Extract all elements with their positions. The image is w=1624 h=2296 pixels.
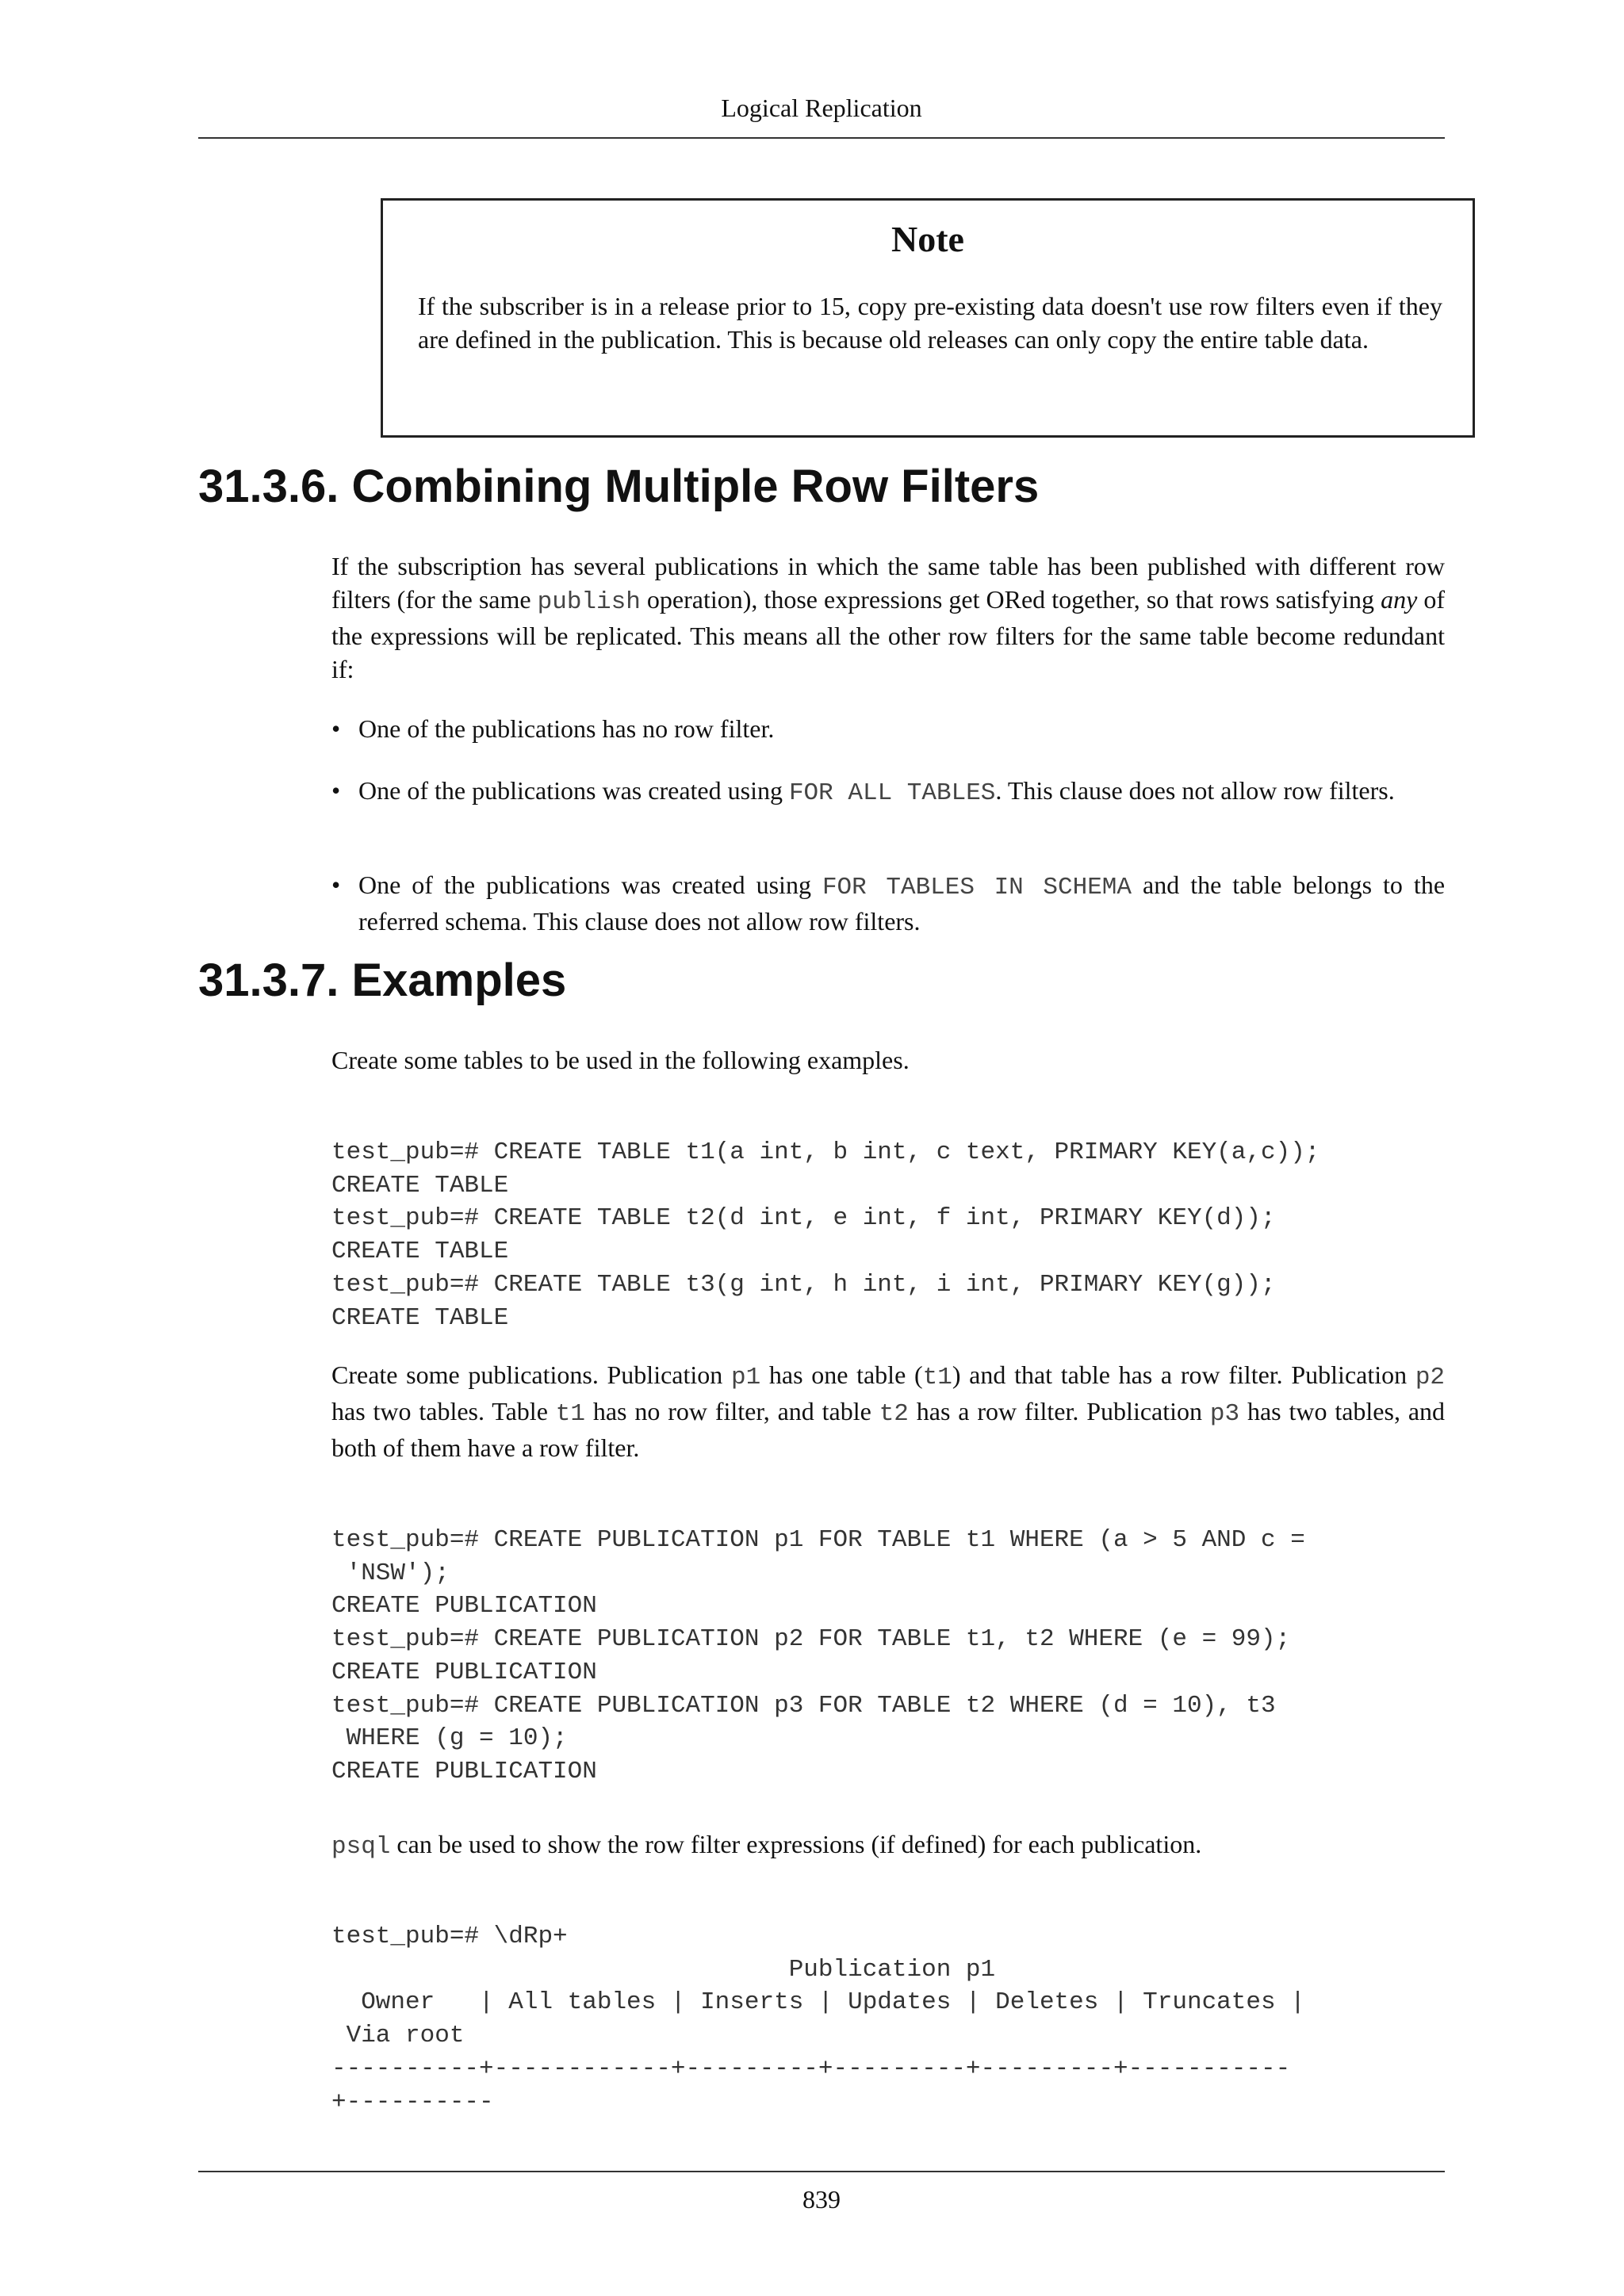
inline-code-for-all-tables: FOR ALL TABLES — [788, 779, 996, 807]
running-header: Logical Replication — [721, 94, 922, 122]
page-number: 839 — [802, 2185, 841, 2214]
bullet-item-for-all-tables: • One of the publications was created using FOR ALL TABLES. This clause does not allow row filters. — [331, 774, 1445, 810]
combining-intro-paragraph: If the subscription has several publications in which the same table has been published with different row filters (for the same publish operation), those expressions get ORed together, so that rows satisfying any of the expressions will be replicated. This means all the other row filters for the same table become redundant if: — [331, 552, 1446, 683]
bullet-dot: • — [331, 871, 341, 899]
note-title: Note — [891, 219, 964, 259]
code-block-create-publications: test_pub=# CREATE PUBLICATION p1 FOR TABLE t1 WHERE (a > 5 AND c = 'NSW'); CREATE PUBLICATION test_pub=# CREATE PUBLICATION p2 FOR TABLE t1, t2 WHERE (e = 99); CREATE PUBLICATION test_pub=# CREATE PUBLICATION p3 FOR TABLE t2 WHERE (d = 10), t3 WHERE (g = 10); CREATE PUBLICATION — [331, 1526, 1305, 1785]
examples-intro-paragraph: Create some tables to be used in the following examples. — [331, 1046, 910, 1074]
publications-paragraph: Create some publications. Publication p1 has one table (t1) and that table has a row filter. Publication p2 has two tables. Table t1 has no row filter, and table t2 has a row filter. Publication p3 has two tables, and both of them have a row filter. — [331, 1360, 1446, 1462]
note-box — [381, 198, 1475, 438]
inline-code-psql: psql — [331, 1833, 391, 1861]
code-block-create-tables: test_pub=# CREATE TABLE t1(a int, b int, c text, PRIMARY KEY(a,c)); CREATE TABLE test_pub=# CREATE TABLE t2(d int, e int, f int, PRIMARY KEY(d)); CREATE TABLE test_pub=# CREATE TABLE t3(g int, h int, i int, PRIMARY KEY(g)); CREATE TABLE — [331, 1138, 1320, 1332]
footer-rule — [198, 2171, 1445, 2172]
emphasis-any: any — [1381, 585, 1418, 614]
note-text: If the subscriber is in a release prior to 15, copy pre-existing data doesn't use row filters even if they are defined in the publication. This is because old releases can only copy the entire table data. — [418, 292, 1442, 354]
psql-paragraph: psql can be used to show the row filter expressions (if defined) for each publication. — [331, 1830, 1202, 1861]
code-block-psql-output: test_pub=# \dRp+ Publication p1 Owner | All tables | Inserts | Updates | Deletes | Truncates | Via root ----------+------------+---------+---------+---------+----------- +---------- — [331, 1923, 1305, 2116]
inline-code-publish: publish — [537, 588, 641, 616]
section-heading-combining: 31.3.6. Combining Multiple Row Filters — [198, 461, 1040, 512]
bullet-item-for-tables-in-schema: • One of the publications was created using FOR TABLES IN SCHEMA and the table belongs to the referred schema. This clause does not allow row filters. — [331, 868, 1445, 938]
inline-code-for-tables-in-schema: FOR TABLES IN SCHEMA — [822, 874, 1132, 901]
header-rule — [198, 137, 1445, 139]
bullet-dot: • — [331, 714, 341, 743]
bullet-item-no-row-filter: • One of the publications has no row filter. — [331, 712, 1445, 745]
bullet-dot: • — [331, 776, 341, 805]
section-heading-examples: 31.3.7. Examples — [198, 955, 567, 1006]
